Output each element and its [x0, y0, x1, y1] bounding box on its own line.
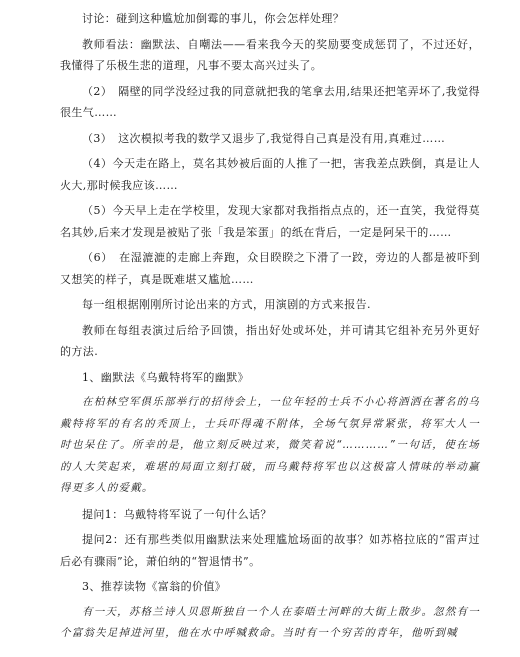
teacher-view-paragraph: 教师看法：幽默法、自嘲法——看来我今天的奖励要变成惩罚了，不过还好，我懂得了乐极生悲的道理，凡事不要太高兴过头了。: [60, 37, 480, 72]
story-udet-general: 在柏林空军俱乐部举行的招待会上，一位年轻的士兵不小心将酒洒在著名的乌戴特将军的有名的秃顶上，士兵吓得魂不附体，全场气氛异常紧张，将军大人一时也呆住了。所幸的是，他立刻反映过来，微笑着说“…………”一句话，使在场的人大笑起来，难堪的局面立刻打破，而乌戴特将军也以这极富人情味的举动赢得更多人的爱戴。: [60, 396, 480, 494]
section-heading-reading: 3、推荐读物《富翁的价值》: [82, 580, 227, 593]
teacher-feedback-instruction: 教师在每组表演过后给予回馈，指出好处或坏处，并可请其它组补充另外更好的方法.: [60, 323, 480, 358]
question-1: 提问1：乌戴特将军说了一句什么话？: [82, 507, 272, 521]
document-page: [60, 8, 480, 649]
discussion-question: 讨论：碰到这种尴尬加倒霉的事儿，你会怎样处理？: [82, 12, 345, 25]
group-report-instruction: 每一组根据刚刚所讨论出来的方式，用演剧的方式来报告.: [82, 298, 371, 311]
scenario-5: （5）今天早上走在学校里，发现大家都对我指指点点的，还一直笑，我觉得莫名其妙,后来才发现是被贴了张「我是笨蛋」的纸在背后，一定是阿呆干的……: [60, 204, 480, 239]
question-2: 提问2：还有那些类似用幽默法来处理尴尬场面的故事？如苏格拉底的“雷声过后必有骤雨”论，萧伯纳的“智退情书”。: [60, 533, 480, 568]
scenario-4: （4）今天走在路上，莫名其妙被后面的人推了一把，害我差点跌倒，真是让人火大,那时候我应该……: [60, 157, 480, 192]
story-rich-man-value: 有一天，苏格兰诗人贝恩斯独自一个人在泰晤士河畔的大街上散步。忽然有一个富翁失足掉进河里，他在水中呼喊救命。当时有一个穷苦的青年，他听到喊: [60, 605, 480, 639]
section-heading-humor: 1、幽默法《乌戴特将军的幽默》: [82, 370, 249, 384]
scenario-3: （3） 这次模拟考我的数学又退步了,我觉得自己真是没有用,真难过……: [82, 131, 446, 145]
scenario-2: （2） 隔壁的同学没经过我的同意就把我的笔拿去用,结果还把笔弄坏了,我觉得很生气……: [60, 84, 480, 119]
scenario-6: （6） 在湿漉漉的走廊上奔跑，众目睽睽之下滑了一跤，旁边的人都是被吓到又想笑的样子，真是既难堪又尴尬……: [60, 251, 480, 286]
